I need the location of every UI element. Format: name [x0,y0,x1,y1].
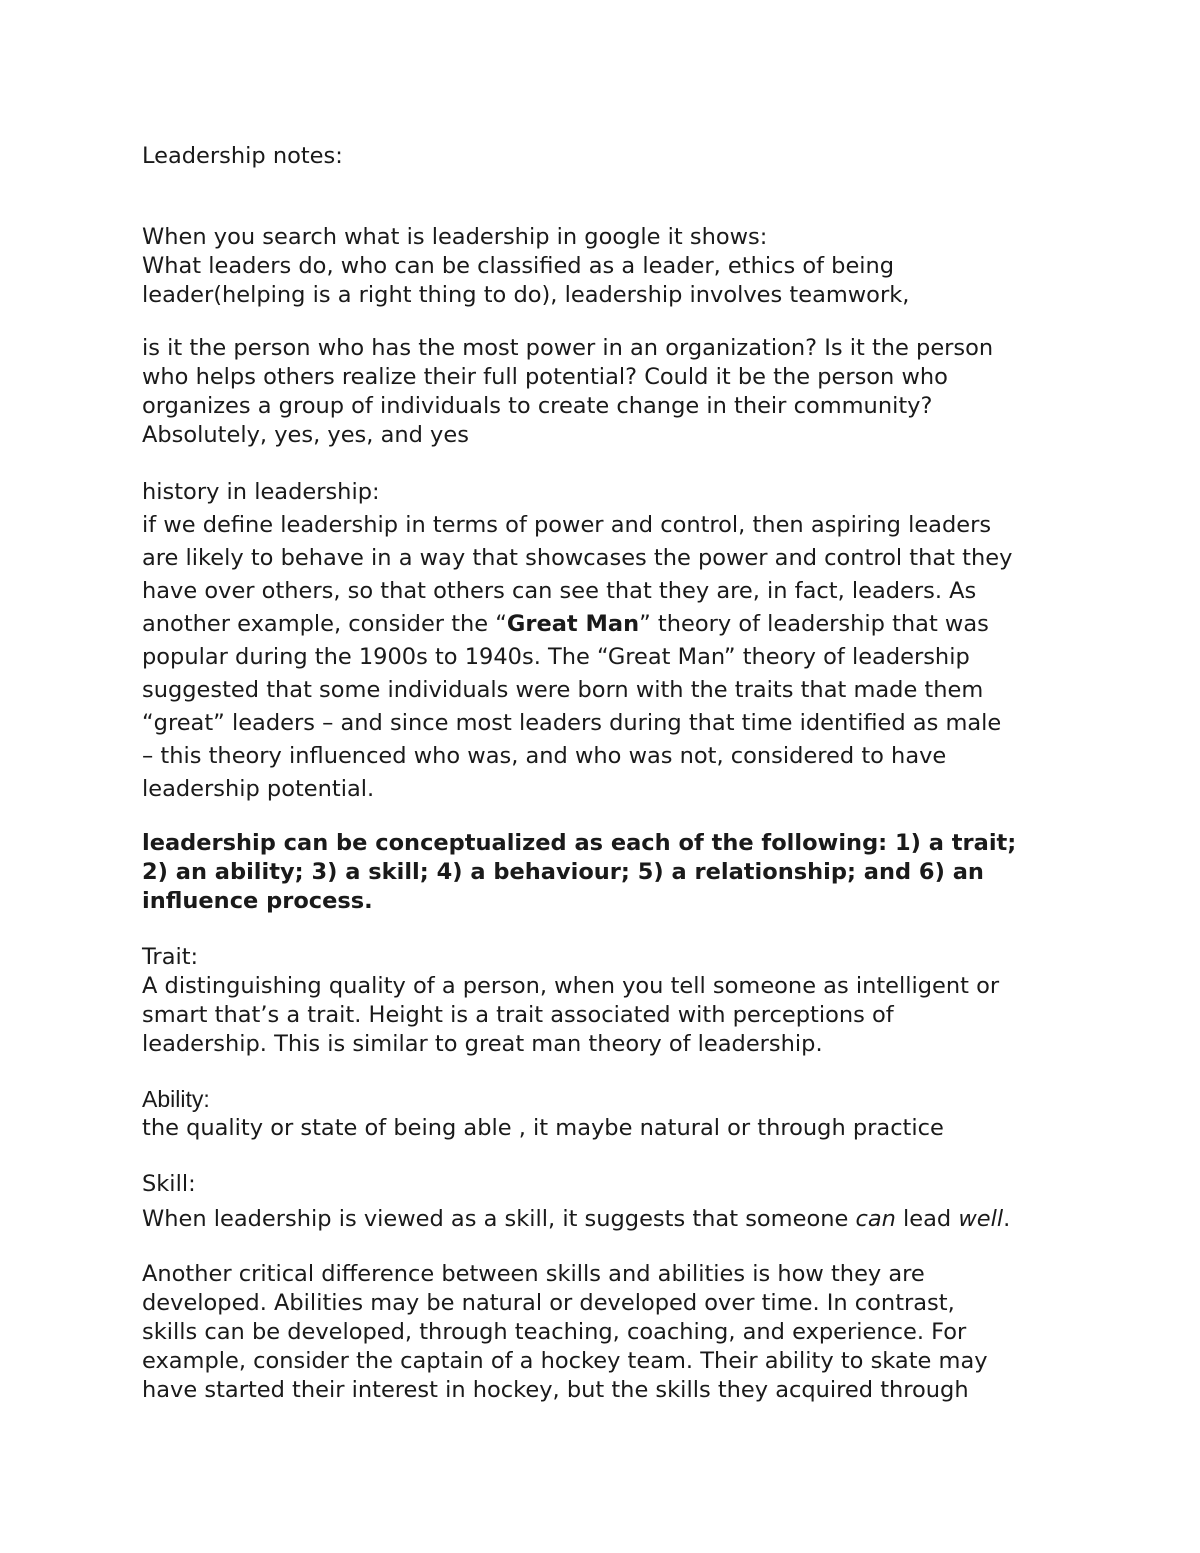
history-line: leadership potential. [142,776,375,802]
skill-text-mid: lead [895,1206,959,1232]
questions-line: organizes a group of individuals to create change in their community? [142,393,933,419]
history-line: – this theory influenced who was, and who was not, considered to have [142,743,947,769]
great-man-term: Great Man [506,611,640,637]
trait-line: smart that’s a trait. Height is a trait associated with perceptions of [142,1002,894,1028]
document-page [142,0,1072,1553]
history-line: suggested that some individuals were born with the traits that made them [142,677,984,703]
questions-paragraph [142,334,993,450]
difference-line: skills can be developed, through teaching, coaching, and experience. For [142,1319,967,1345]
history-line: are likely to behave in a way that showcases the power and control that they [142,545,1013,571]
difference-line: Another critical difference between skills and abilities is how they are [142,1261,925,1287]
questions-line: is it the person who has the most power in an organization? Is it the person [142,335,994,361]
history-paragraph [142,509,1012,806]
history-line: if we define leadership in terms of power and control, then aspiring leaders [142,512,992,538]
difference-line: example, consider the captain of a hockey team. Their ability to skate may [142,1348,988,1374]
intro-paragraph [142,223,909,310]
history-line: have over others, so that others can see that they are, in fact, leaders. As [142,578,977,604]
document-title: Leadership notes: [142,143,343,169]
concepts-line: influence process. [142,888,373,914]
trait-heading: Trait: [142,944,199,970]
concepts-paragraph [142,829,1016,916]
skill-text-post: . [1003,1206,1011,1232]
skill-emphasis-well: well [958,1206,1004,1232]
skill-heading: Skill: [142,1171,196,1197]
history-line: popular during the 1900s to 1940s. The “Great Man” theory of leadership [142,644,970,670]
ability-heading: Ability: [142,1086,210,1112]
difference-line: have started their interest in hockey, but the skills they acquired through [142,1377,969,1403]
intro-line: leader(helping is a right thing to do), leadership involves teamwork, [142,282,910,308]
trait-line: A distinguishing quality of a person, when you tell someone as intelligent or [142,973,1000,999]
difference-paragraph [142,1260,988,1405]
intro-line: When you search what is leadership in google it shows: [142,224,768,250]
skill-text-pre: When leadership is viewed as a skill, it suggests that someone [142,1206,856,1232]
history-line: “great” leaders – and since most leaders during that time identified as male [142,710,1002,736]
trait-line: leadership. This is similar to great man theory of leadership. [142,1031,823,1057]
skill-text [142,1205,1010,1234]
concepts-line: leadership can be conceptualized as each of the following: 1) a trait; [142,830,1017,856]
intro-line: What leaders do, who can be classified as a leader, ethics of being [142,253,895,279]
questions-line: who helps others realize their full potential? Could it be the person who [142,364,948,390]
skill-emphasis-can: can [855,1206,896,1232]
history-line-post: ” theory of leadership that was [639,611,989,637]
history-line-pre: another example, consider the “ [142,611,507,637]
ability-text: the quality or state of being able , it maybe natural or through practice [142,1115,944,1141]
questions-line: Absolutely, yes, yes, and yes [142,422,469,448]
history-line-great-man [142,608,1012,641]
history-heading: history in leadership: [142,479,380,505]
trait-section [142,943,999,1059]
concepts-line: 2) an ability; 3) a skill; 4) a behaviour; 5) a relationship; and 6) an [142,859,984,885]
difference-line: developed. Abilities may be natural or developed over time. In contrast, [142,1290,955,1316]
